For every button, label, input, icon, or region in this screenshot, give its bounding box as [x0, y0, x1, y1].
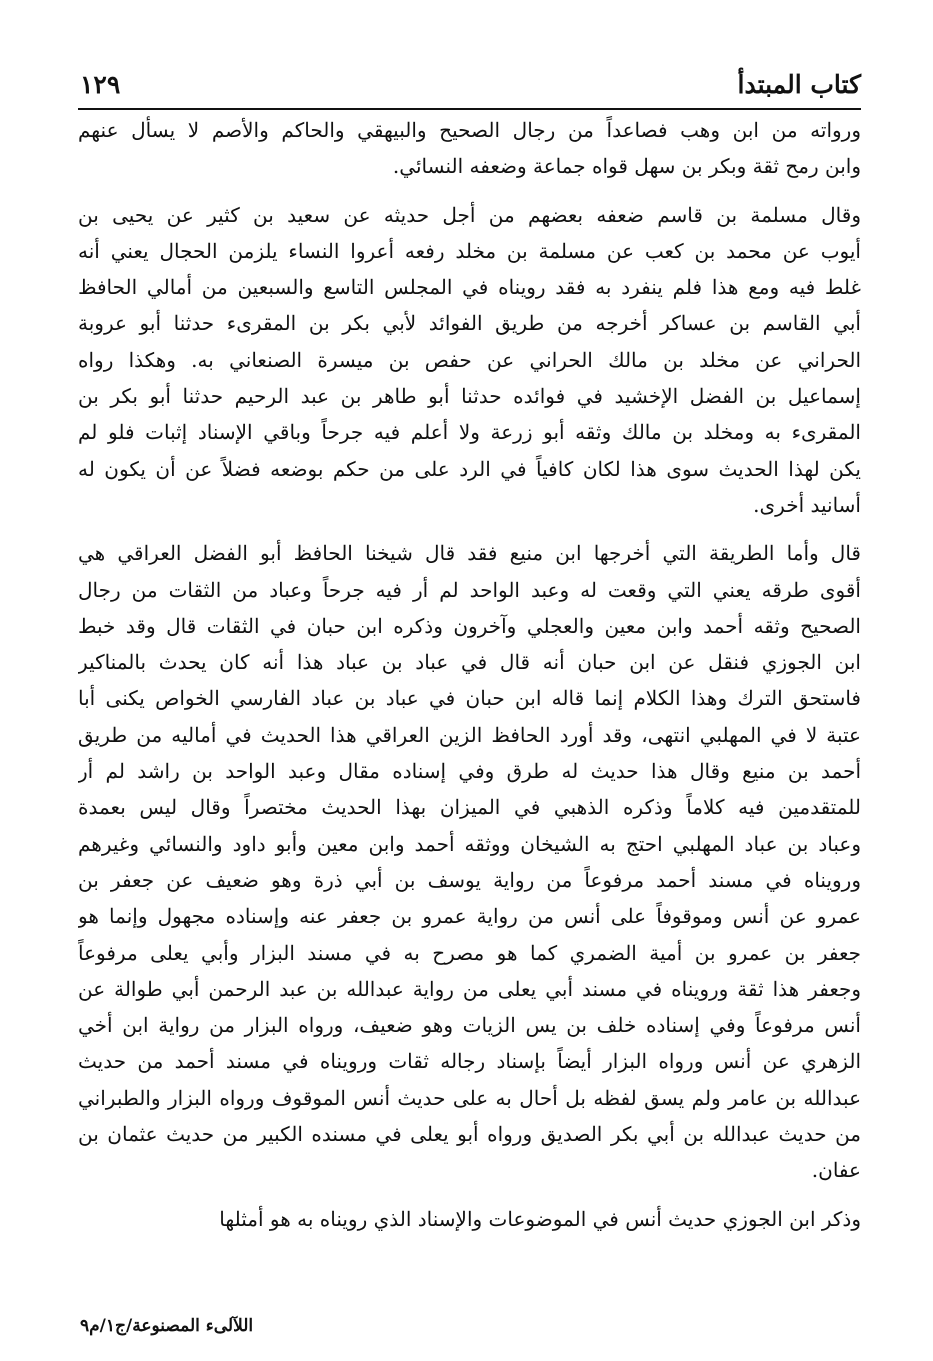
text-line: عفان.	[811, 1158, 861, 1183]
text-line: وعباد بن عباد المهلبي احتج به الشيخان ووثقه أحمد وابن معين وأبو داود والنسائي وغيرهم	[78, 831, 861, 856]
text-line: يكن لهذا الحديث سوى هذا لكان كافياً في الرد على من حكم بوضعه فضلاً عن أن يكون له	[78, 456, 861, 481]
text-line: ورواته من ابن وهب فصاعداً من رجال الصحيح والبيهقي والحاكم والأصم لا يسأل عنهم	[78, 118, 861, 142]
text-line: وجعفر هذا ثقة ورويناه في مسند أبي يعلى من رواية عبدالله بن عبد الرحمن أبي طوالة عن	[78, 976, 861, 1001]
text-line: جعفر بن عمرو بن أمية الضمري كما هو مصرح به في مسند البزار وأبي يعلى مرفوعاً	[78, 940, 861, 965]
text-line: للمتقدمين فيه كلاماً وذكره الذهبي في الميزان بهذا الحديث مختصراً وقال ليس بعمدة	[78, 795, 861, 820]
text-line: ابن الجوزي فنقل عن ابن حبان أنه قال في عباد بن عباد هذا أنه كان يحدث بالمناكير	[78, 650, 861, 675]
body-text	[78, 112, 861, 1237]
paragraph-gap	[78, 1189, 861, 1201]
text-line: عمرو عن أنس وموقوفاً على أنس من رواية عمرو بن جعفر عنه وإسناده مجهول وإنما هو	[78, 904, 861, 929]
book-signature: اللآلىء المصنوعة/ج١/م٩	[80, 1316, 254, 1336]
text-line: وقال مسلمة بن قاسم ضعفه بعضهم من أجل حديثه عن سعيد بن كثير عن يحيى بن	[78, 202, 861, 227]
text-line: أسانيد أخرى.	[753, 492, 861, 517]
text-line: المقرىء به ومخلد بن مالك وثقه أبو زرعة ولا أعلم فيه جرحاً وباقي الإسناد إثبات فلو لم	[78, 420, 861, 445]
page-number: ١٢٩	[80, 70, 121, 99]
text-line: الزهري عن أنس ورواه البزار أيضاً بإسناد رجاله ثقات ورويناه في مسند أحمد من حديث	[78, 1049, 861, 1074]
text-line: غلط فيه ومع هذا فلم ينفرد به فقد رويناه في المجلس التاسع والسبعين من أمالي الحافظ	[78, 275, 861, 300]
text-line: أقوى طرقه يعني التي وقعت له وعبد الواحد لم أر فيه جرحاً وعباد من الثقات من رجال	[78, 577, 861, 602]
paragraph-gap	[78, 185, 861, 197]
paragraph	[78, 112, 861, 185]
text-line: أبي القاسم بن عساكر أخرجه من طريق الفوائد لأبي بكر بن المقرىء حدثنا أبو عروبة	[78, 311, 861, 336]
text-line: عبدالله بن عامر ولم يسق لفظه بل أحال به على حديث أنس الموقوف ورواه البزار والطبراني	[78, 1085, 861, 1110]
text-line: من حديث عبدالله بن أبي بكر الصديق ورواه أبو يعلى في مسنده الكبير من حديث عثمان بن	[78, 1122, 861, 1147]
text-line: عتبة لا في المهلبي انتهى، وقد أورد الحافظ الزين العراقي هذا الحديث في أماليه من طريق	[78, 722, 861, 747]
text-line: وذكر ابن الجوزي حديث أنس في الموضوعات والإسناد الذي رويناه به هو أمثلها	[219, 1206, 861, 1231]
chapter-title: كتاب المبتدأ	[737, 70, 861, 99]
text-line: وابن رمح ثقة وبكر بن سهل قواه جماعة وضعفه النسائي.	[392, 154, 861, 179]
text-line: إسماعيل بن الفضل الإخشيد في فوائده حدثنا أبو طاهر بن عبد الرحيم حدثنا أبو بكر بن	[78, 384, 861, 409]
text-line: أحمد بن منيع وقال هذا حديث له طرق وفي إسناده مقال وعبد الواحد بن راشد لم أر	[78, 759, 861, 784]
text-line: الصحيح وثقه أحمد وابن معين والعجلي وآخرون وذكره ابن حبان في الثقات قال وقد خبط	[78, 613, 861, 638]
paragraph	[78, 535, 861, 1188]
paragraph	[78, 1201, 861, 1237]
text-line: الحراني عن مخلد بن مالك الحراني عن حفص بن ميسرة الصنعاني به. وهكذا رواه	[78, 347, 861, 372]
text-line: أنس مرفوعاً وفي إسناده خلف بن يس الزيات وهو ضعيف، ورواه البزار من رواية ابن أخي	[78, 1013, 861, 1038]
running-header	[78, 68, 861, 110]
paragraph-gap	[78, 523, 861, 535]
text-line: قال وأما الطريقة التي أخرجها ابن منيع فقد قال شيخنا الحافظ أبو الفضل العراقي هي	[78, 541, 861, 566]
paragraph	[78, 197, 861, 524]
text-line: فاستحق الترك وهذا الكلام إنما قاله ابن حبان في عباد بن عباد الفارسي الخواص يكنى أبا	[78, 686, 861, 711]
text-line: أيوب عن محمد بن كعب عن مسلمة بن مخلد رفعه أعروا النساء يلزمن الحجال يعني أنه	[78, 238, 861, 263]
text-line: ورويناه في مسند أحمد مرفوعاً من رواية يوسف بن أبي ذرة وهو ضعيف عن جعفر بن	[78, 867, 861, 892]
